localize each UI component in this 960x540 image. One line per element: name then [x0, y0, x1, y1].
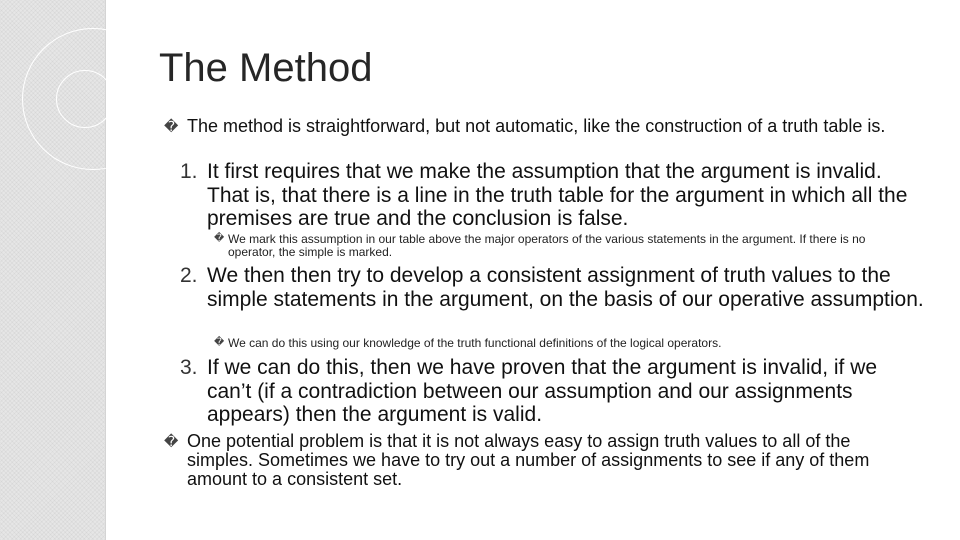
step-note-text: We can do this using our knowledge of the truth functional definitions of the logical operators.: [228, 336, 722, 350]
step-text: It first requires that we make the assumption that the argument is invalid. That is, that there is a line in the truth table for the argument in which all the premises are true and the conclusion is false.: [207, 160, 908, 230]
step-number: 1.: [180, 160, 198, 183]
step-note-text: We mark this assumption in our table above the major operators of the various statements in the argument. If there is no operator, the simple is marked.: [228, 232, 866, 259]
decorative-ring-inner: [56, 70, 114, 128]
step-text: We then then try to develop a consistent assignment of truth values to the simple statements in the argument, on the basis of our operative assumption.: [207, 264, 924, 311]
step-number: 3.: [180, 356, 198, 379]
step-text: If we can do this, then we have proven that the argument is invalid, if we can’t (if a contradiction between our assumption and our assignments appears) then the argument is valid.: [207, 356, 878, 426]
bullet-marker-icon: �: [164, 119, 179, 135]
bullet-marker-icon: �: [214, 337, 225, 348]
step-number: 2.: [180, 264, 198, 287]
closing-text: One potential problem is that it is not always easy to assign truth values to all of the simples. Sometimes we have to try out a number of assignments to see if any of them amount to a consistent set.: [187, 431, 870, 489]
intro-text: The method is straightforward, but not automatic, like the construction of a truth table is.: [187, 116, 886, 136]
slide-title: The Method: [159, 46, 373, 90]
bullet-marker-icon: �: [164, 434, 179, 450]
bullet-marker-icon: �: [214, 233, 225, 244]
